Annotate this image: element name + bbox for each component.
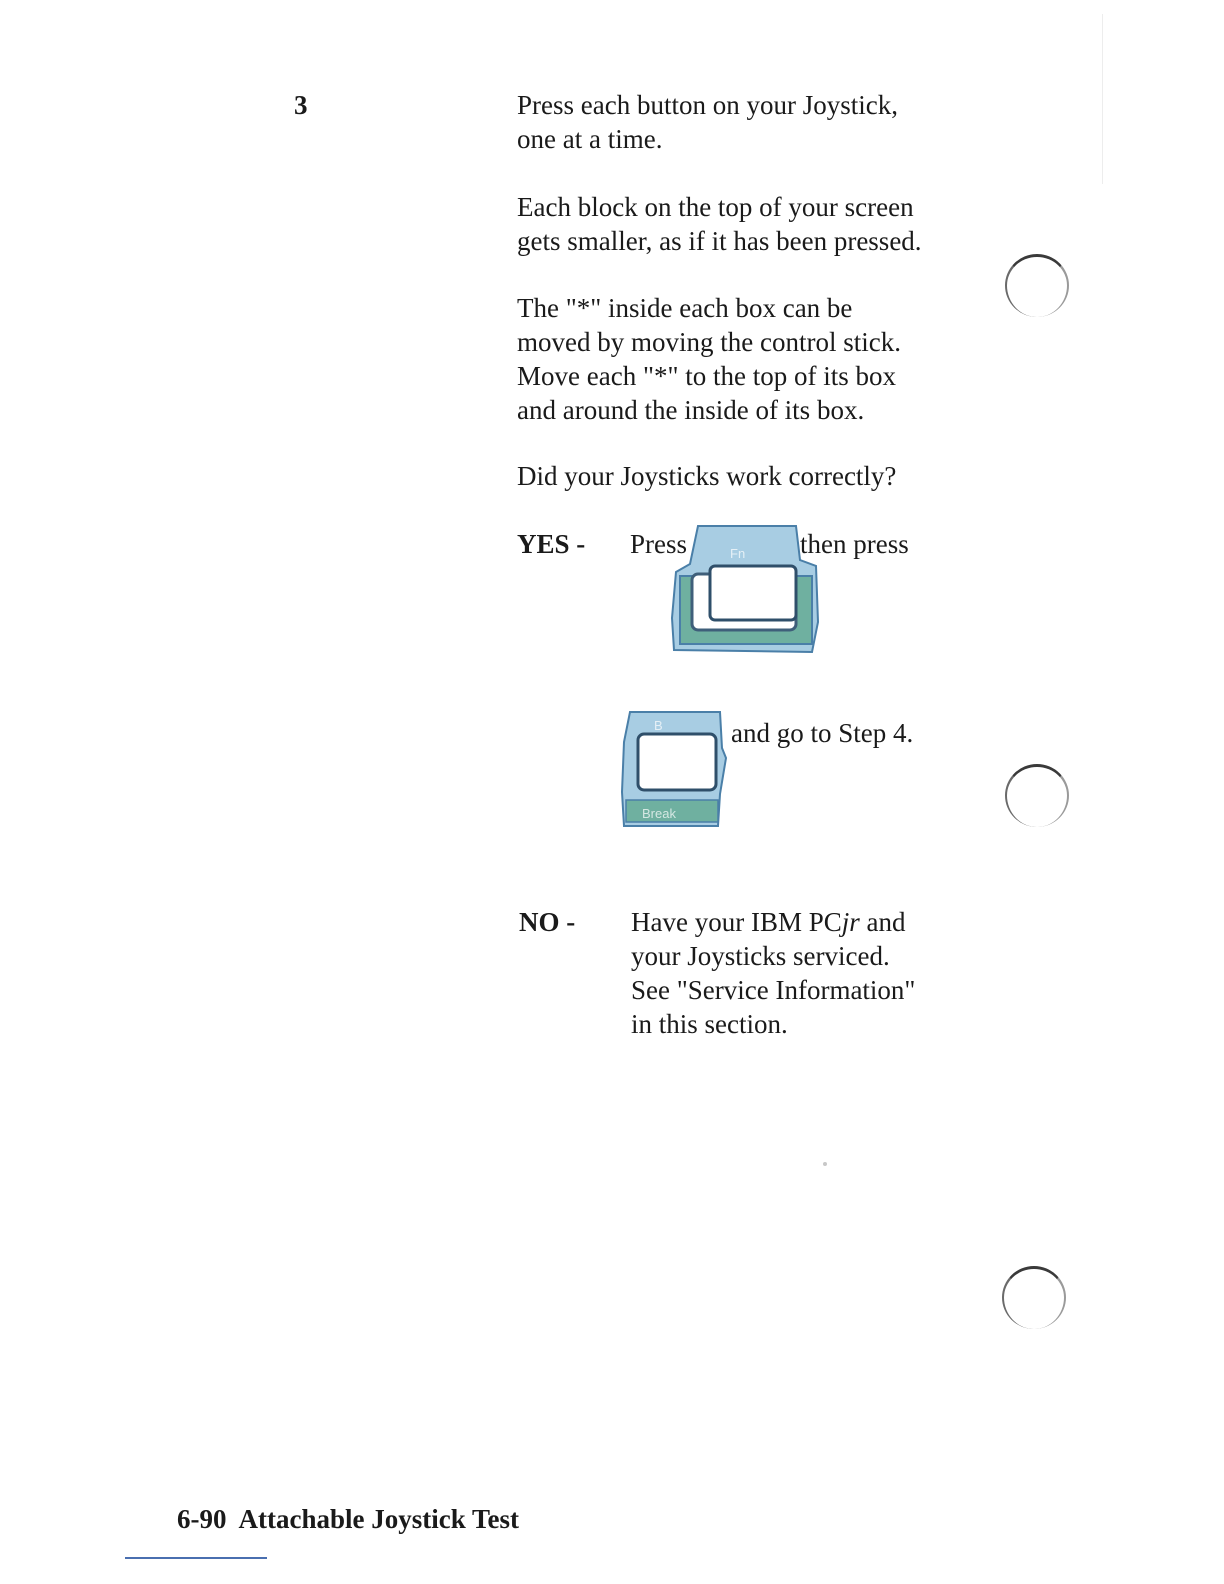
fn-key-label: Fn — [730, 546, 746, 561]
yes-label: YES - — [517, 529, 586, 559]
binder-hole-icon — [1005, 254, 1069, 317]
b-key-label: B — [654, 718, 663, 733]
intro-line: Press each button on your Joystick, — [517, 90, 898, 120]
paragraph-line: moved by moving the control stick. — [517, 327, 901, 357]
no-line: See "Service Information" — [631, 975, 916, 1005]
no-label: NO - — [519, 907, 576, 937]
step-intro — [517, 88, 898, 156]
no-line: your Joysticks serviced. — [631, 941, 890, 971]
fn-key-icon — [668, 522, 823, 660]
yes-go-to-step-text: and go to Step 4. — [731, 718, 914, 748]
intro-line: one at a time. — [517, 124, 663, 154]
no-line: in this section. — [631, 1009, 788, 1039]
no-instructions — [631, 905, 915, 1041]
step-paragraph-asterisk — [517, 291, 901, 427]
footer-title: Attachable Joystick Test — [238, 1504, 520, 1534]
step-number: 3 — [294, 90, 308, 120]
footer-page-number: 6-90 — [177, 1504, 227, 1534]
paragraph-line: Move each "*" to the top of its box — [517, 361, 896, 391]
no-line: Have your IBM PCjr and — [631, 907, 906, 937]
paragraph-line: and around the inside of its box. — [517, 395, 865, 425]
binder-hole-icon — [1002, 1266, 1066, 1329]
footer-rule — [125, 1557, 267, 1559]
break-key-label: Break — [642, 806, 676, 821]
footer — [177, 1502, 519, 1536]
break-key-icon — [620, 708, 732, 830]
binder-hole-icon — [1005, 764, 1069, 827]
yes-then-press-text: then press — [800, 529, 909, 559]
step-paragraph-blocks — [517, 190, 922, 258]
paragraph-line: The "*" inside each box can be — [517, 293, 853, 323]
step-question: Did your Joysticks work correctly? — [517, 461, 897, 491]
paper-speck — [823, 1162, 827, 1166]
paragraph-line: gets smaller, as if it has been pressed. — [517, 226, 922, 256]
yes-press-text: Press — [630, 529, 688, 559]
page-edge-line — [1102, 14, 1103, 184]
paragraph-line: Each block on the top of your screen — [517, 192, 914, 222]
